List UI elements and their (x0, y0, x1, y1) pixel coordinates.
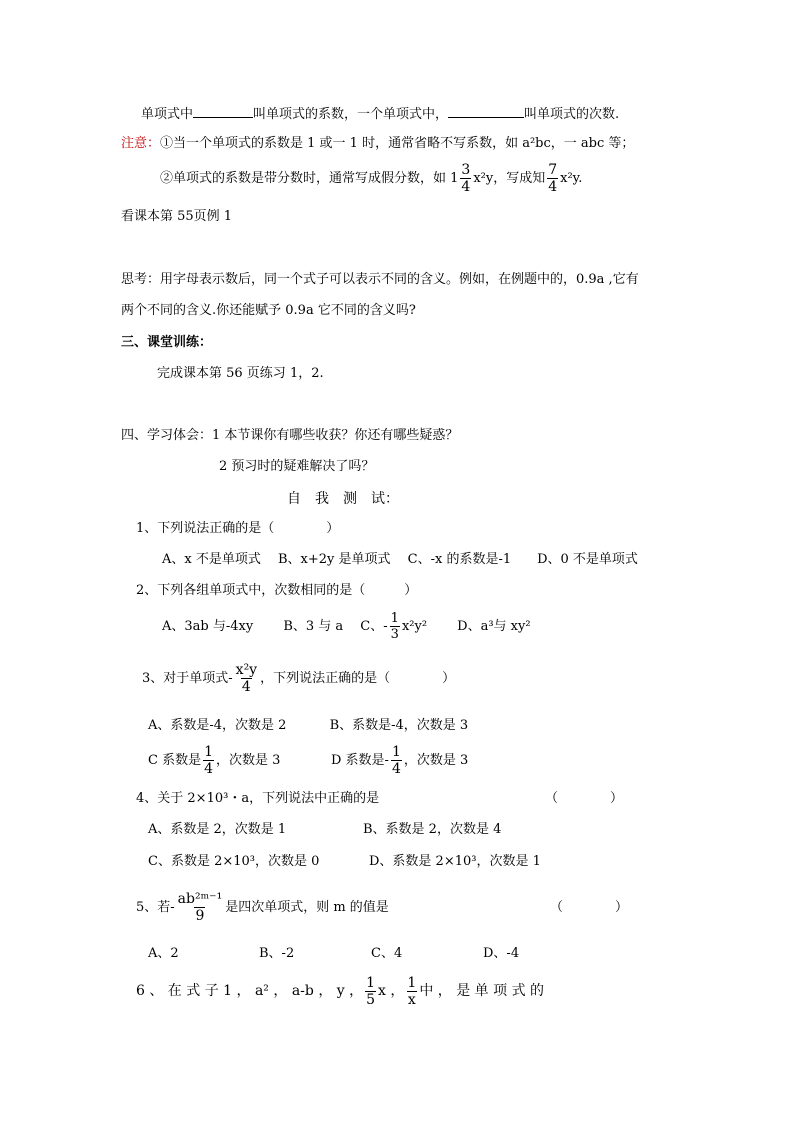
note-label: 注意： (121, 136, 161, 151)
note2-c: x²y. (560, 171, 583, 186)
fraction-1-x (406, 976, 417, 1007)
section-3-heading: 三、课堂训练： (121, 335, 213, 350)
self-test-title: 自 我 测 试： (287, 491, 399, 507)
see-textbook: 看课本第 55页例 1 (121, 209, 233, 224)
q3-d-b: ，次数是 3 (403, 753, 469, 768)
q5-option-c: C、4 (371, 946, 403, 961)
denominator: 4 (548, 179, 558, 195)
q4-paren: （ ） (545, 791, 624, 806)
q4-option-d: D、系数是 2×10³，次数是 1 (369, 854, 541, 869)
q3-c-a: C 系数是 (148, 753, 202, 768)
think-line-1: 思考：用字母表示数后，同一个式子可以表示不同的含义。例如，在例题中的，0.9a ,它有 (121, 272, 639, 287)
blank-degree (448, 104, 524, 118)
denominator: 4 (461, 179, 471, 195)
denominator: 3 (390, 627, 399, 642)
q3-stem (142, 660, 455, 698)
q5-option-d: D、-4 (483, 946, 520, 961)
denominator: 4 (391, 761, 401, 777)
q4-option-c: C、系数是 2×10³，次数是 0 (148, 854, 320, 869)
numerator: 1 (407, 974, 417, 991)
section-4-line-2: 2 预习时的疑难解决了吗？ (219, 459, 375, 474)
q1-stem: 1、下列说法正确的是（ ） (136, 521, 340, 536)
fraction-ab-9 (177, 892, 224, 923)
note-line-2 (160, 162, 582, 196)
q1-options: A、x 不是单项式 B、x+2y 是单项式 C、-x 的系数是-1 D、0 不是单项式 (162, 552, 638, 567)
fraction-1-4 (391, 745, 402, 776)
fraction-1-4 (203, 745, 214, 776)
q2-options (162, 610, 531, 644)
q3-d-a: D 系数是- (331, 753, 389, 768)
q2-stem: 2、下列各组单项式中，次数相同的是（ ） (136, 583, 418, 598)
q5-option-a: A、2 (148, 946, 179, 961)
section-3-body: 完成课本第 56 页练习 1，2. (157, 366, 324, 381)
fraction-7-4 (547, 163, 558, 194)
q3-option-c (148, 744, 280, 778)
numerator: 1 (366, 974, 376, 991)
note-line-1 (121, 136, 634, 152)
numerator: 3 (461, 162, 471, 178)
think-line-2: 两个不同的含义.你还能赋予 0.9a 它不同的含义吗? (121, 303, 416, 318)
q3-a: 3、对于单项式- (142, 671, 233, 686)
denominator: x (407, 991, 416, 1008)
q3-options-ab: A、系数是-4，次数是 2 B、系数是-4，次数是 3 (148, 718, 469, 733)
definition-line (141, 104, 619, 123)
q2-opt-b: x²y² D、a³与 xy² (401, 619, 531, 634)
denominator: 9 (195, 908, 205, 924)
def-text-b: 叫单项式的系数，一个单项式中， (253, 107, 449, 122)
q3-c-b: ，次数是 3 (216, 753, 281, 768)
q6-a: 6 、 在 式 子 1 ， a² ， a-b ， y ， (136, 983, 364, 999)
numerator: 1 (204, 744, 214, 760)
denominator: 5 (366, 991, 376, 1008)
q6-stem (136, 972, 544, 1010)
blank-coefficient (193, 104, 253, 118)
fraction-3-4 (460, 163, 471, 194)
section-4-line-1: 四、学习体会：1 本节课你有哪些收获？你还有哪些疑惑？ (121, 428, 459, 443)
fraction-x2y-4 (235, 663, 258, 694)
denominator: 4 (204, 761, 214, 777)
q3-b: ，下列说法正确的是（ ） (260, 671, 456, 686)
q5-option-b: B、-2 (259, 946, 295, 961)
q5-paren: （ ） (550, 900, 629, 915)
q2-opt-a: A、3ab 与-4xy B、3 与 a C、- (162, 619, 388, 634)
numerator: x²y (235, 662, 258, 678)
q4-option-b: B、系数是 2，次数是 4 (363, 822, 502, 837)
q4-stem: 4、关于 2×10³・a，下列说法中正确的是 (136, 791, 380, 806)
q6-c: 中 ， 是 单 项 式 的 (419, 983, 545, 999)
numerator: 7 (548, 162, 558, 178)
q5-stem (136, 888, 389, 928)
numerator: ab²ᵐ⁻¹ (177, 891, 223, 907)
def-text-a: 单项式中 (141, 107, 194, 122)
note-text-1: ①当一个单项式的系数是 1 或一 1 时，通常省略不写系数，如 a²bc，一 abc 等； (160, 136, 635, 151)
fraction-1-5 (365, 976, 376, 1007)
q5-b: 是四次单项式，则 m 的值是 (225, 900, 389, 915)
note2-b: x²y，写成知 (473, 171, 546, 186)
q5-a: 5、若- (136, 900, 175, 915)
def-text-c: 叫单项式的次数. (524, 107, 620, 122)
numerator: 1 (391, 744, 401, 760)
q4-option-a: A、系数是 2，次数是 1 (148, 822, 287, 837)
q3-option-d (331, 744, 468, 778)
note2-a: ②单项式的系数是带分数时，通常写成假分数，如 1 (160, 171, 459, 186)
denominator: 4 (241, 679, 251, 695)
fraction-1-3 (390, 612, 400, 641)
numerator: 1 (390, 611, 399, 626)
q6-b: x ， (378, 983, 405, 999)
